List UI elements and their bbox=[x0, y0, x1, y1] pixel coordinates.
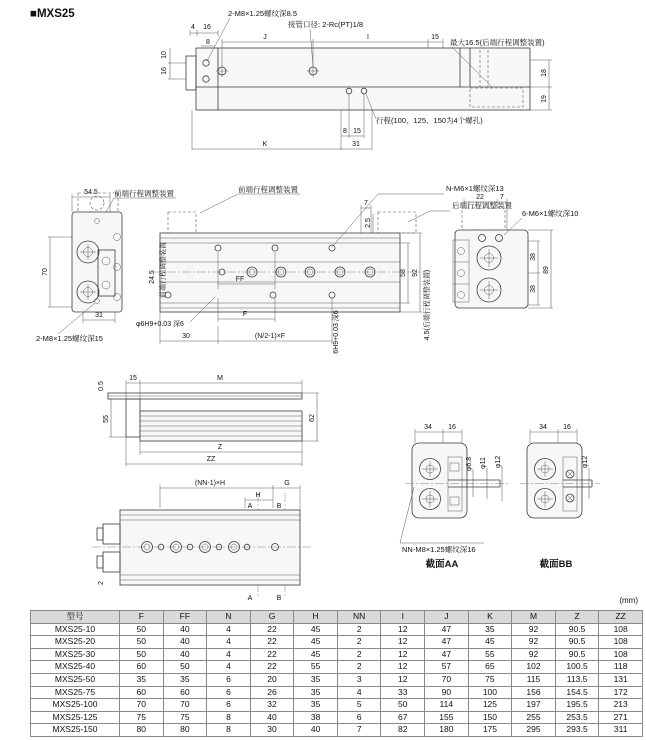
dim-55: 55 bbox=[103, 415, 110, 423]
value-cell: 45 bbox=[468, 636, 512, 649]
value-cell: 22 bbox=[250, 623, 294, 636]
model-cell: MXS25-100 bbox=[31, 699, 120, 712]
value-cell: 3 bbox=[337, 673, 381, 686]
rear-offset-label: 4.5(后端行程调整装置) bbox=[424, 269, 431, 341]
thread-note: 2-M8×1.25螺纹深8.5 bbox=[228, 9, 297, 18]
dia-12: φ12 bbox=[495, 455, 502, 469]
value-cell: 195.5 bbox=[555, 699, 599, 712]
max-adjuster-note: 最大16.5(后端行程调整装置) bbox=[450, 38, 545, 47]
value-cell: 12 bbox=[381, 623, 425, 636]
value-cell: 50 bbox=[381, 699, 425, 712]
value-cell: 75 bbox=[120, 711, 164, 724]
column-header: FF bbox=[163, 611, 207, 624]
dim-70: 70 bbox=[42, 268, 49, 276]
value-cell: 4 bbox=[207, 661, 251, 674]
value-cell: 8 bbox=[207, 724, 251, 737]
stroke-note: 行程(100、125、150为4个螺孔) bbox=[376, 116, 483, 125]
dim-34: 34 bbox=[424, 424, 432, 431]
dim-58: 58 bbox=[400, 269, 407, 277]
value-cell: 114 bbox=[425, 699, 469, 712]
table-header-row bbox=[31, 611, 643, 624]
column-header: NN bbox=[337, 611, 381, 624]
column-header: H bbox=[294, 611, 338, 624]
dim-M: M bbox=[217, 375, 223, 382]
value-cell: 50 bbox=[120, 648, 164, 661]
value-cell: 22 bbox=[250, 648, 294, 661]
dim-89: 89 bbox=[543, 266, 550, 274]
value-cell: 32 bbox=[250, 699, 294, 712]
dim-7: 7 bbox=[364, 200, 368, 207]
dim-0-5: 0.5 bbox=[98, 381, 105, 391]
value-cell: 115 bbox=[512, 673, 556, 686]
value-cell: 12 bbox=[381, 661, 425, 674]
front-view-drawing bbox=[36, 188, 176, 343]
value-cell: 60 bbox=[120, 686, 164, 699]
value-cell: 47 bbox=[425, 636, 469, 649]
value-cell: 113.5 bbox=[555, 673, 599, 686]
value-cell: 40 bbox=[163, 623, 207, 636]
value-cell: 156 bbox=[512, 686, 556, 699]
table-row bbox=[31, 636, 643, 649]
dim-Z: Z bbox=[217, 444, 223, 451]
section-A-label-bottom: A bbox=[247, 595, 253, 602]
front-offset-label: 前端行程调整装置 bbox=[160, 242, 167, 298]
dim-16: 16 bbox=[448, 424, 456, 431]
model-cell: MXS25-40 bbox=[31, 661, 120, 674]
value-cell: 2 bbox=[337, 661, 381, 674]
dim-K: K bbox=[262, 141, 268, 148]
value-cell: 45 bbox=[294, 648, 338, 661]
table-row bbox=[31, 724, 643, 737]
table-row bbox=[31, 686, 643, 699]
value-cell: 175 bbox=[468, 724, 512, 737]
bottom-view-drawing bbox=[92, 480, 312, 602]
value-cell: 6 bbox=[207, 673, 251, 686]
value-cell: 65 bbox=[468, 661, 512, 674]
value-cell: 102 bbox=[512, 661, 556, 674]
value-cell: 2 bbox=[337, 636, 381, 649]
dim-62: 62 bbox=[309, 414, 316, 422]
thread-note: 6-M6×1螺纹深10 bbox=[522, 209, 579, 218]
dim-15b: 15 bbox=[353, 128, 361, 135]
dim-30: 30 bbox=[182, 333, 190, 340]
value-cell: 20 bbox=[250, 673, 294, 686]
dia-11: φ11 bbox=[480, 457, 487, 469]
model-cell: MXS25-10 bbox=[31, 623, 120, 636]
value-cell: 35 bbox=[294, 686, 338, 699]
value-cell: 82 bbox=[381, 724, 425, 737]
thread-note: NN-M8×1.25螺纹深16 bbox=[402, 545, 476, 554]
dim-H: H bbox=[255, 492, 261, 499]
section-A-label-top: A bbox=[247, 503, 253, 510]
pin-hole-note: φ6H9+0.03 深6 bbox=[136, 321, 184, 328]
dim-FF: FF bbox=[235, 276, 245, 283]
section-bb-drawing bbox=[520, 424, 600, 570]
dim-54-5: 54.5 bbox=[84, 189, 98, 196]
value-cell: 118 bbox=[599, 661, 643, 674]
dim-2: 2 bbox=[98, 581, 105, 585]
value-cell: 180 bbox=[425, 724, 469, 737]
value-cell: 35 bbox=[163, 673, 207, 686]
value-cell: 70 bbox=[120, 699, 164, 712]
value-cell: 35 bbox=[294, 699, 338, 712]
value-cell: 108 bbox=[599, 648, 643, 661]
slot-note: 6H9+0.03 深6 bbox=[333, 310, 340, 354]
top-view-drawing bbox=[161, 8, 552, 150]
value-cell: 50 bbox=[120, 623, 164, 636]
value-cell: 150 bbox=[468, 711, 512, 724]
value-cell: 40 bbox=[163, 636, 207, 649]
value-cell: 90.5 bbox=[555, 636, 599, 649]
value-cell: 57 bbox=[425, 661, 469, 674]
value-cell: 100.5 bbox=[555, 661, 599, 674]
value-cell: 12 bbox=[381, 648, 425, 661]
section-aa-caption: 截面AA bbox=[425, 559, 459, 570]
value-cell: 311 bbox=[599, 724, 643, 737]
value-cell: 40 bbox=[163, 648, 207, 661]
value-cell: 5 bbox=[337, 699, 381, 712]
value-cell: 70 bbox=[425, 673, 469, 686]
value-cell: 80 bbox=[120, 724, 164, 737]
value-cell: 131 bbox=[599, 673, 643, 686]
value-cell: 92 bbox=[512, 648, 556, 661]
dim-22: 22 bbox=[476, 194, 484, 201]
value-cell: 155 bbox=[425, 711, 469, 724]
value-cell: 80 bbox=[163, 724, 207, 737]
value-cell: 47 bbox=[425, 648, 469, 661]
front-adjuster-note: 前端行程调整装置 bbox=[238, 185, 298, 194]
dim-16b: 16 bbox=[161, 67, 168, 75]
value-cell: 70 bbox=[163, 699, 207, 712]
table-row bbox=[31, 623, 643, 636]
model-cell: MXS25-20 bbox=[31, 636, 120, 649]
value-cell: 26 bbox=[250, 686, 294, 699]
value-cell: 271 bbox=[599, 711, 643, 724]
value-cell: 90 bbox=[425, 686, 469, 699]
column-header: Z bbox=[555, 611, 599, 624]
value-cell: 213 bbox=[599, 699, 643, 712]
value-cell: 75 bbox=[468, 673, 512, 686]
value-cell: 2 bbox=[337, 623, 381, 636]
value-cell: 47 bbox=[425, 623, 469, 636]
value-cell: 90.5 bbox=[555, 648, 599, 661]
rear-adjuster-note: 后端行程调整装置 bbox=[452, 201, 512, 210]
thread-note: 2-M8×1.25螺纹深15 bbox=[36, 334, 103, 343]
value-cell: 45 bbox=[294, 636, 338, 649]
value-cell: 60 bbox=[163, 686, 207, 699]
value-cell: 12 bbox=[381, 636, 425, 649]
value-cell: 55 bbox=[468, 648, 512, 661]
value-cell: 75 bbox=[163, 711, 207, 724]
column-header: G bbox=[250, 611, 294, 624]
value-cell: 55 bbox=[294, 661, 338, 674]
dimensions-table bbox=[30, 610, 643, 737]
value-cell: 90.5 bbox=[555, 623, 599, 636]
port-note: 接管口径: 2-Rc(PT)1/8 bbox=[288, 20, 364, 29]
profile-view-drawing bbox=[98, 375, 319, 466]
section-B-label-bottom: B bbox=[276, 595, 282, 602]
dim-31: 31 bbox=[95, 312, 103, 319]
dim-2-5: 2.5 bbox=[365, 218, 372, 228]
value-cell: 22 bbox=[250, 636, 294, 649]
dim-31: 31 bbox=[352, 141, 360, 148]
value-cell: 60 bbox=[120, 661, 164, 674]
value-cell: 125 bbox=[468, 699, 512, 712]
value-cell: 6 bbox=[207, 686, 251, 699]
value-cell: 67 bbox=[381, 711, 425, 724]
value-cell: 40 bbox=[250, 711, 294, 724]
model-cell: MXS25-30 bbox=[31, 648, 120, 661]
value-cell: 38 bbox=[294, 711, 338, 724]
value-cell: 295 bbox=[512, 724, 556, 737]
dim-16: 16 bbox=[563, 424, 571, 431]
section-aa-drawing bbox=[400, 424, 508, 570]
column-header: F bbox=[120, 611, 164, 624]
units-label: (mm) bbox=[619, 596, 638, 605]
value-cell: 100 bbox=[468, 686, 512, 699]
value-cell: 35 bbox=[120, 673, 164, 686]
dim-F: F bbox=[242, 311, 248, 318]
dim-7: 7 bbox=[500, 194, 504, 201]
value-cell: 4 bbox=[337, 686, 381, 699]
value-cell: 35 bbox=[294, 673, 338, 686]
column-header: I bbox=[381, 611, 425, 624]
value-cell: 12 bbox=[381, 673, 425, 686]
value-cell: 172 bbox=[599, 686, 643, 699]
dim-16: 16 bbox=[203, 24, 211, 31]
dim-15: 15 bbox=[129, 375, 137, 382]
dim-8: 8 bbox=[206, 39, 210, 46]
value-cell: 253.5 bbox=[555, 711, 599, 724]
section-B-label-top: B bbox=[276, 503, 282, 510]
section-bb-caption: 截面BB bbox=[539, 559, 573, 570]
page-title: ■MXS25 bbox=[30, 8, 75, 20]
value-cell: 4 bbox=[207, 636, 251, 649]
front-adjuster-note: 前端行程调整装置 bbox=[114, 189, 174, 198]
dim-34: 34 bbox=[539, 424, 547, 431]
dim-15: 15 bbox=[431, 34, 439, 41]
dim-NN-1xH: (NN-1)×H bbox=[194, 480, 226, 487]
dia-6-8: φ6.8 bbox=[466, 456, 473, 472]
value-cell: 6 bbox=[337, 711, 381, 724]
value-cell: 4 bbox=[207, 648, 251, 661]
dim-N2F: (N/2-1)×F bbox=[254, 333, 286, 340]
column-header: ZZ bbox=[599, 611, 643, 624]
model-cell: MXS25-50 bbox=[31, 673, 120, 686]
column-header: J bbox=[425, 611, 469, 624]
table-row bbox=[31, 699, 643, 712]
dim-ZZ: ZZ bbox=[206, 456, 216, 463]
dim-38a: 38 bbox=[530, 253, 537, 261]
thread-note: N-M6×1螺纹深13 bbox=[446, 184, 504, 193]
value-cell: 197 bbox=[512, 699, 556, 712]
value-cell: 4 bbox=[207, 623, 251, 636]
value-cell: 45 bbox=[294, 623, 338, 636]
dim-38b: 38 bbox=[530, 285, 537, 293]
table-row bbox=[31, 673, 643, 686]
column-header: M bbox=[512, 611, 556, 624]
value-cell: 7 bbox=[337, 724, 381, 737]
value-cell: 30 bbox=[250, 724, 294, 737]
value-cell: 50 bbox=[120, 636, 164, 649]
dim-18: 18 bbox=[541, 69, 548, 77]
value-cell: 2 bbox=[337, 648, 381, 661]
value-cell: 35 bbox=[468, 623, 512, 636]
value-cell: 50 bbox=[163, 661, 207, 674]
model-cell: MXS25-75 bbox=[31, 686, 120, 699]
dim-I: I bbox=[367, 34, 369, 41]
value-cell: 108 bbox=[599, 623, 643, 636]
table-row bbox=[31, 711, 643, 724]
value-cell: 154.5 bbox=[555, 686, 599, 699]
dim-J: J bbox=[263, 34, 267, 41]
dim-92: 92 bbox=[412, 269, 419, 277]
model-cell: MXS25-150 bbox=[31, 724, 120, 737]
value-cell: 22 bbox=[250, 661, 294, 674]
model-cell: MXS25-125 bbox=[31, 711, 120, 724]
dim-4: 4 bbox=[191, 24, 195, 31]
value-cell: 92 bbox=[512, 623, 556, 636]
table-row bbox=[31, 661, 643, 674]
value-cell: 40 bbox=[294, 724, 338, 737]
value-cell: 33 bbox=[381, 686, 425, 699]
dim-19: 19 bbox=[541, 95, 548, 103]
dim-8b: 8 bbox=[343, 128, 347, 135]
front-offset-dim: 24.5 bbox=[149, 270, 156, 284]
side-view-drawing bbox=[453, 194, 578, 308]
value-cell: 6 bbox=[207, 699, 251, 712]
value-cell: 108 bbox=[599, 636, 643, 649]
value-cell: 255 bbox=[512, 711, 556, 724]
table-row bbox=[31, 648, 643, 661]
dia-12: φ12 bbox=[582, 455, 589, 469]
value-cell: 293.5 bbox=[555, 724, 599, 737]
column-header: 型号 bbox=[31, 611, 120, 624]
value-cell: 92 bbox=[512, 636, 556, 649]
dim-G: G bbox=[284, 480, 290, 487]
dim-10: 10 bbox=[161, 51, 168, 59]
column-header: N bbox=[207, 611, 251, 624]
value-cell: 8 bbox=[207, 711, 251, 724]
column-header: K bbox=[468, 611, 512, 624]
